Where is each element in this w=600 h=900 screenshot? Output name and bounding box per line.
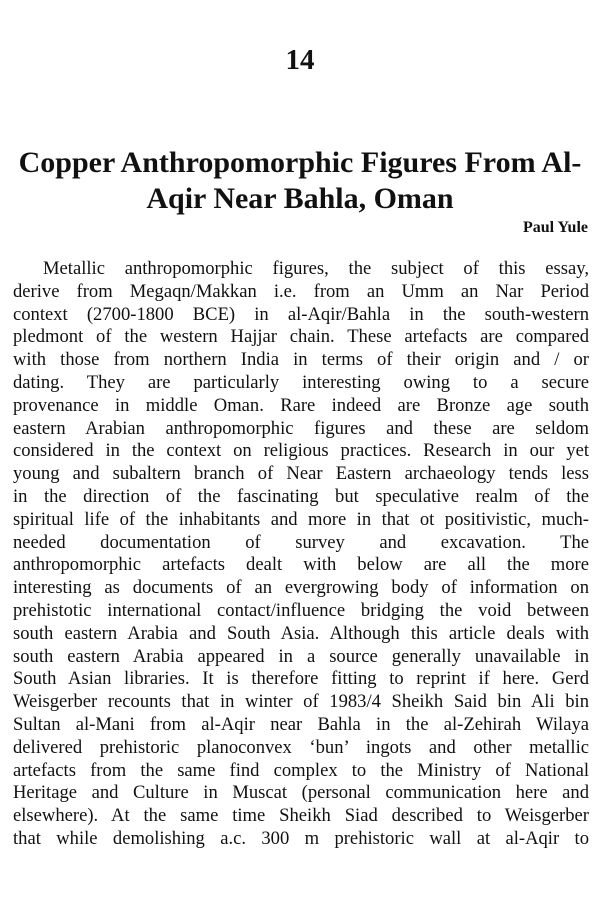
body-line: with those from northern India in terms of their origin and / or bbox=[13, 349, 589, 371]
body-line: needed documentation of survey and excavation. The bbox=[13, 531, 589, 553]
body-line: south eastern Arabia appeared in a source generally unavailable in bbox=[13, 645, 589, 667]
body-line: context (2700-1800 BCE) in al-Aqir/Bahla in the south-western bbox=[13, 303, 589, 325]
body-line: interesting as documents of an evergrowing body of information on bbox=[13, 577, 589, 599]
body-line: derive from Megaqn/Makkan i.e. from an Umm an Nar Period bbox=[13, 280, 589, 302]
body-line: South Asian libraries. It is therefore fitting to reprint if here. Gerd bbox=[13, 668, 589, 690]
body-line: Heritage and Culture in Muscat (personal communication here and bbox=[13, 782, 589, 804]
body-line: Metallic anthropomorphic figures, the subject of this essay, bbox=[43, 258, 589, 279]
body-line: that while demolishing a.c. 300 m prehistoric wall at al-Aqir to bbox=[13, 827, 589, 849]
body-line: delivered prehistoric planoconvex ‘bun’ ingots and other metallic bbox=[13, 736, 589, 758]
article-title-line-1: Copper Anthropomorphic Figures From Al- bbox=[18, 146, 582, 179]
article-title-line-2: Aqir Near Bahla, Oman bbox=[146, 182, 454, 215]
chapter-number: 14 bbox=[285, 44, 315, 76]
body-line: artefacts from the same find complex to the Ministry of National bbox=[13, 759, 589, 781]
body-line: eastern Arabian anthropomorphic figures and these are seldom bbox=[13, 417, 589, 439]
body-line: pledmont of the western Hajjar chain. These artefacts are compared bbox=[13, 326, 589, 348]
body-line: south eastern Arabia and South Asia. Although this article deals with bbox=[13, 622, 589, 644]
body-line: young and subaltern branch of Near Eastern archaeology tends less bbox=[13, 463, 589, 485]
body-line: dating. They are particularly interesting owing to a secure bbox=[13, 371, 589, 393]
article-title bbox=[14, 145, 586, 217]
body-line: Weisgerber recounts that in winter of 1983/4 Sheikh Said bin Ali bin bbox=[13, 691, 589, 713]
body-paragraph bbox=[13, 258, 589, 851]
author-name: Paul Yule bbox=[522, 219, 588, 236]
body-line: Sultan al-Mani from al-Aqir near Bahla in the al-Zehirah Wilaya bbox=[13, 713, 589, 735]
body-line: anthropomorphic artefacts dealt with below are all the more bbox=[13, 554, 589, 576]
body-line: prehistotic international contact/influence bridging the void between bbox=[13, 599, 589, 621]
body-line: spiritual life of the inhabitants and more in that ot positivistic, much- bbox=[13, 508, 589, 530]
body-line: provenance in middle Oman. Rare indeed are Bronze age south bbox=[13, 394, 589, 416]
body-line: elsewhere). At the same time Sheikh Siad described to Weisgerber bbox=[13, 805, 589, 827]
body-line: considered in the context on religious practices. Research in our yet bbox=[13, 440, 589, 462]
body-line: in the direction of the fascinating but speculative realm of the bbox=[13, 485, 589, 507]
